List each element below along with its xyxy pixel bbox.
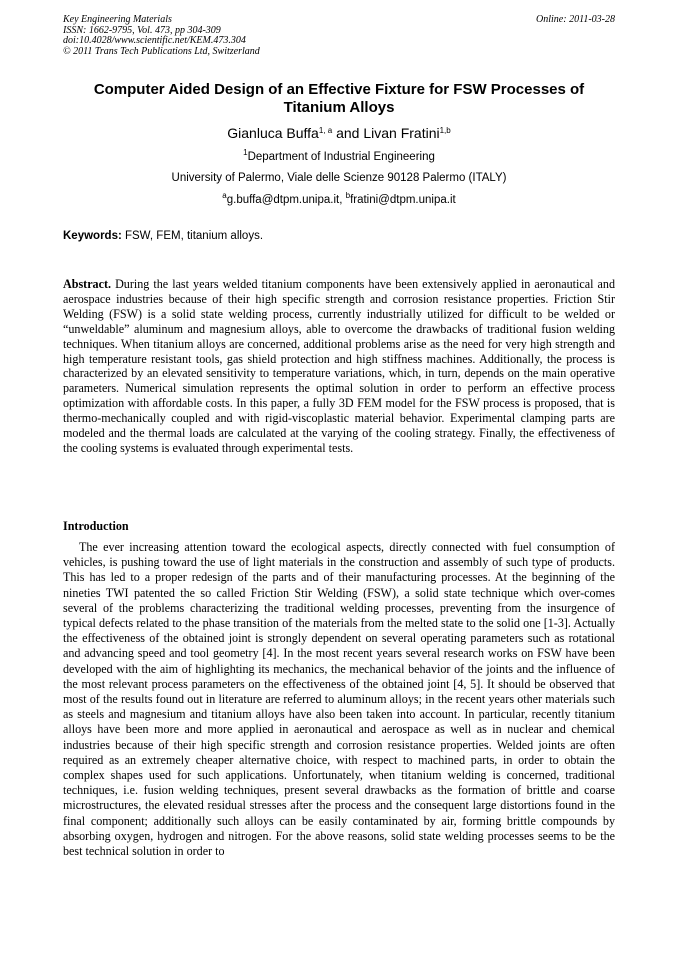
affiliation-university: University of Palermo, Viale delle Scienze 90128 Palermo (ITALY) xyxy=(171,172,507,184)
affiliation-superscript: 1 xyxy=(243,148,248,157)
abstract-label: Abstract. xyxy=(63,277,112,291)
abstract-paragraph xyxy=(63,277,615,456)
online-date: Online: 2011-03-28 xyxy=(536,14,615,25)
section-heading-introduction: Introduction xyxy=(63,519,129,533)
author-conjunction: and xyxy=(332,125,364,141)
introduction-paragraph: The ever increasing attention toward the ecological aspects, directly connected with fuel consumption of vehicles, is pushing toward the use of light materials in the construction and assembly of such type of products. This has led to a proper redesign of the parts and of their manufacturing processes. At the beginning of the nineties TWI patented the so called Friction Stir Welding (FSW), a solid state technique which over-comes several of the problems characterizing the traditional welding processes, preventing from the insurgence of typical defects related to the phase transition of the materials from the melted state to the solid one [1-3]. Actually the effectiveness of the obtained joint is strongly dependent on several operating parameters such as rotational and advancing speed and tool geometry [4]. In the most recent years several research works on FSW have been developed with the aim of highlighting its mechanics, the mechanical behavior of the joints and the influence of the most relevant process parameters on the effectiveness of the obtained joint [4, 5]. It should be observed that most of the results found out in literature are referred to aluminum alloys; in the recent years other materials such as steels and magnesium and titanium alloys have also been taken into account. In particular, recently titanium alloys have been more and more applied in aeronautical and aerospace as well as in nuclear and chemical industries because of their high specific strength and corrosion resistance properties. Welded joints are often required as an extremely cheaper alternative choice, with respect to machined parts, in order to obtain the complex shapes used for such applications. Unfortunately, when titanium welding is concerned, traditional techniques, i.e. fusion welding techniques, present several drawbacks as the formation of brittle and coarse microstructures, the elevated residual stresses after the process and the consequent large distortions found in the final component; additionally such alloys can be easily contaminated by air, forming brittle compounds by absorbing oxygen, hydrogen and nitrogen. For the above reasons, solid state welding processes seems to be the best technical solution in order to xyxy=(63,540,615,859)
keywords-label: Keywords: xyxy=(63,230,122,242)
affiliation-department xyxy=(63,150,615,164)
journal-copyright: © 2011 Trans Tech Publications Ltd, Switzerland xyxy=(63,45,260,57)
keywords-text: FSW, FEM, titanium alloys. xyxy=(121,230,264,242)
keywords-line xyxy=(63,229,615,243)
author-name: Livan Fratini xyxy=(363,125,440,141)
author-superscript: 1,b xyxy=(439,126,451,135)
journal-issn: ISSN: 1662-9795, Vol. 473, pp 304-309 xyxy=(63,24,221,36)
journal-header xyxy=(63,15,615,57)
author-name: Gianluca Buffa xyxy=(227,125,319,141)
journal-name: Key Engineering Materials xyxy=(63,14,172,25)
email-superscript: b xyxy=(345,191,351,200)
department-name: Department of Industrial Engineering xyxy=(247,151,435,163)
email-superscript: a xyxy=(222,191,227,200)
author-line xyxy=(63,124,615,142)
abstract-text: During the last years welded titanium components have been extensively applied in aeronautical and aerospace industries because of their high specific strength and corrosion resistance properties. Friction Stir Welding (FSW) is a solid state welding process, currently industrially utilized for difficult to be welded or “unweldable” aluminum and magnesium alloys, able to overcome the drawbacks of traditional fusion welding techniques. When titanium alloys are concerned, additional problems arise as the need for very high strength and high temperature resistant tools, gas shield protection and high stiffness machines. Additionally, the process is characterized by an elevated sensitivity to temperature variations, which, in turn, depends on the main operative parameters. Numerical simulation represents the optimal solution in order to perform an effective process optimization with affordable costs. In this paper, a fully 3D FEM model for the FSW process is proposed, that is thermo-mechanically coupled and with rigid-viscoplastic material behavior. Experimental clamping parts are modeled and the thermal loads are calculated at the varying of the cooling strategy. Finally, the effectiveness of the cooling systems is evaluated through experimental tests. xyxy=(63,277,615,455)
author-superscript: 1, a xyxy=(318,126,333,135)
author-emails xyxy=(63,193,615,207)
paper-title: Computer Aided Design of an Effective Fixture for FSW Processes of Titanium Alloys xyxy=(93,81,585,116)
email-link[interactable]: fratini@dtpm.unipa.it xyxy=(350,194,456,206)
journal-doi: doi:10.4028/www.scientific.net/KEM.473.304 xyxy=(63,35,246,47)
email-link[interactable]: g.buffa@dtpm.unipa.it, xyxy=(226,194,346,206)
